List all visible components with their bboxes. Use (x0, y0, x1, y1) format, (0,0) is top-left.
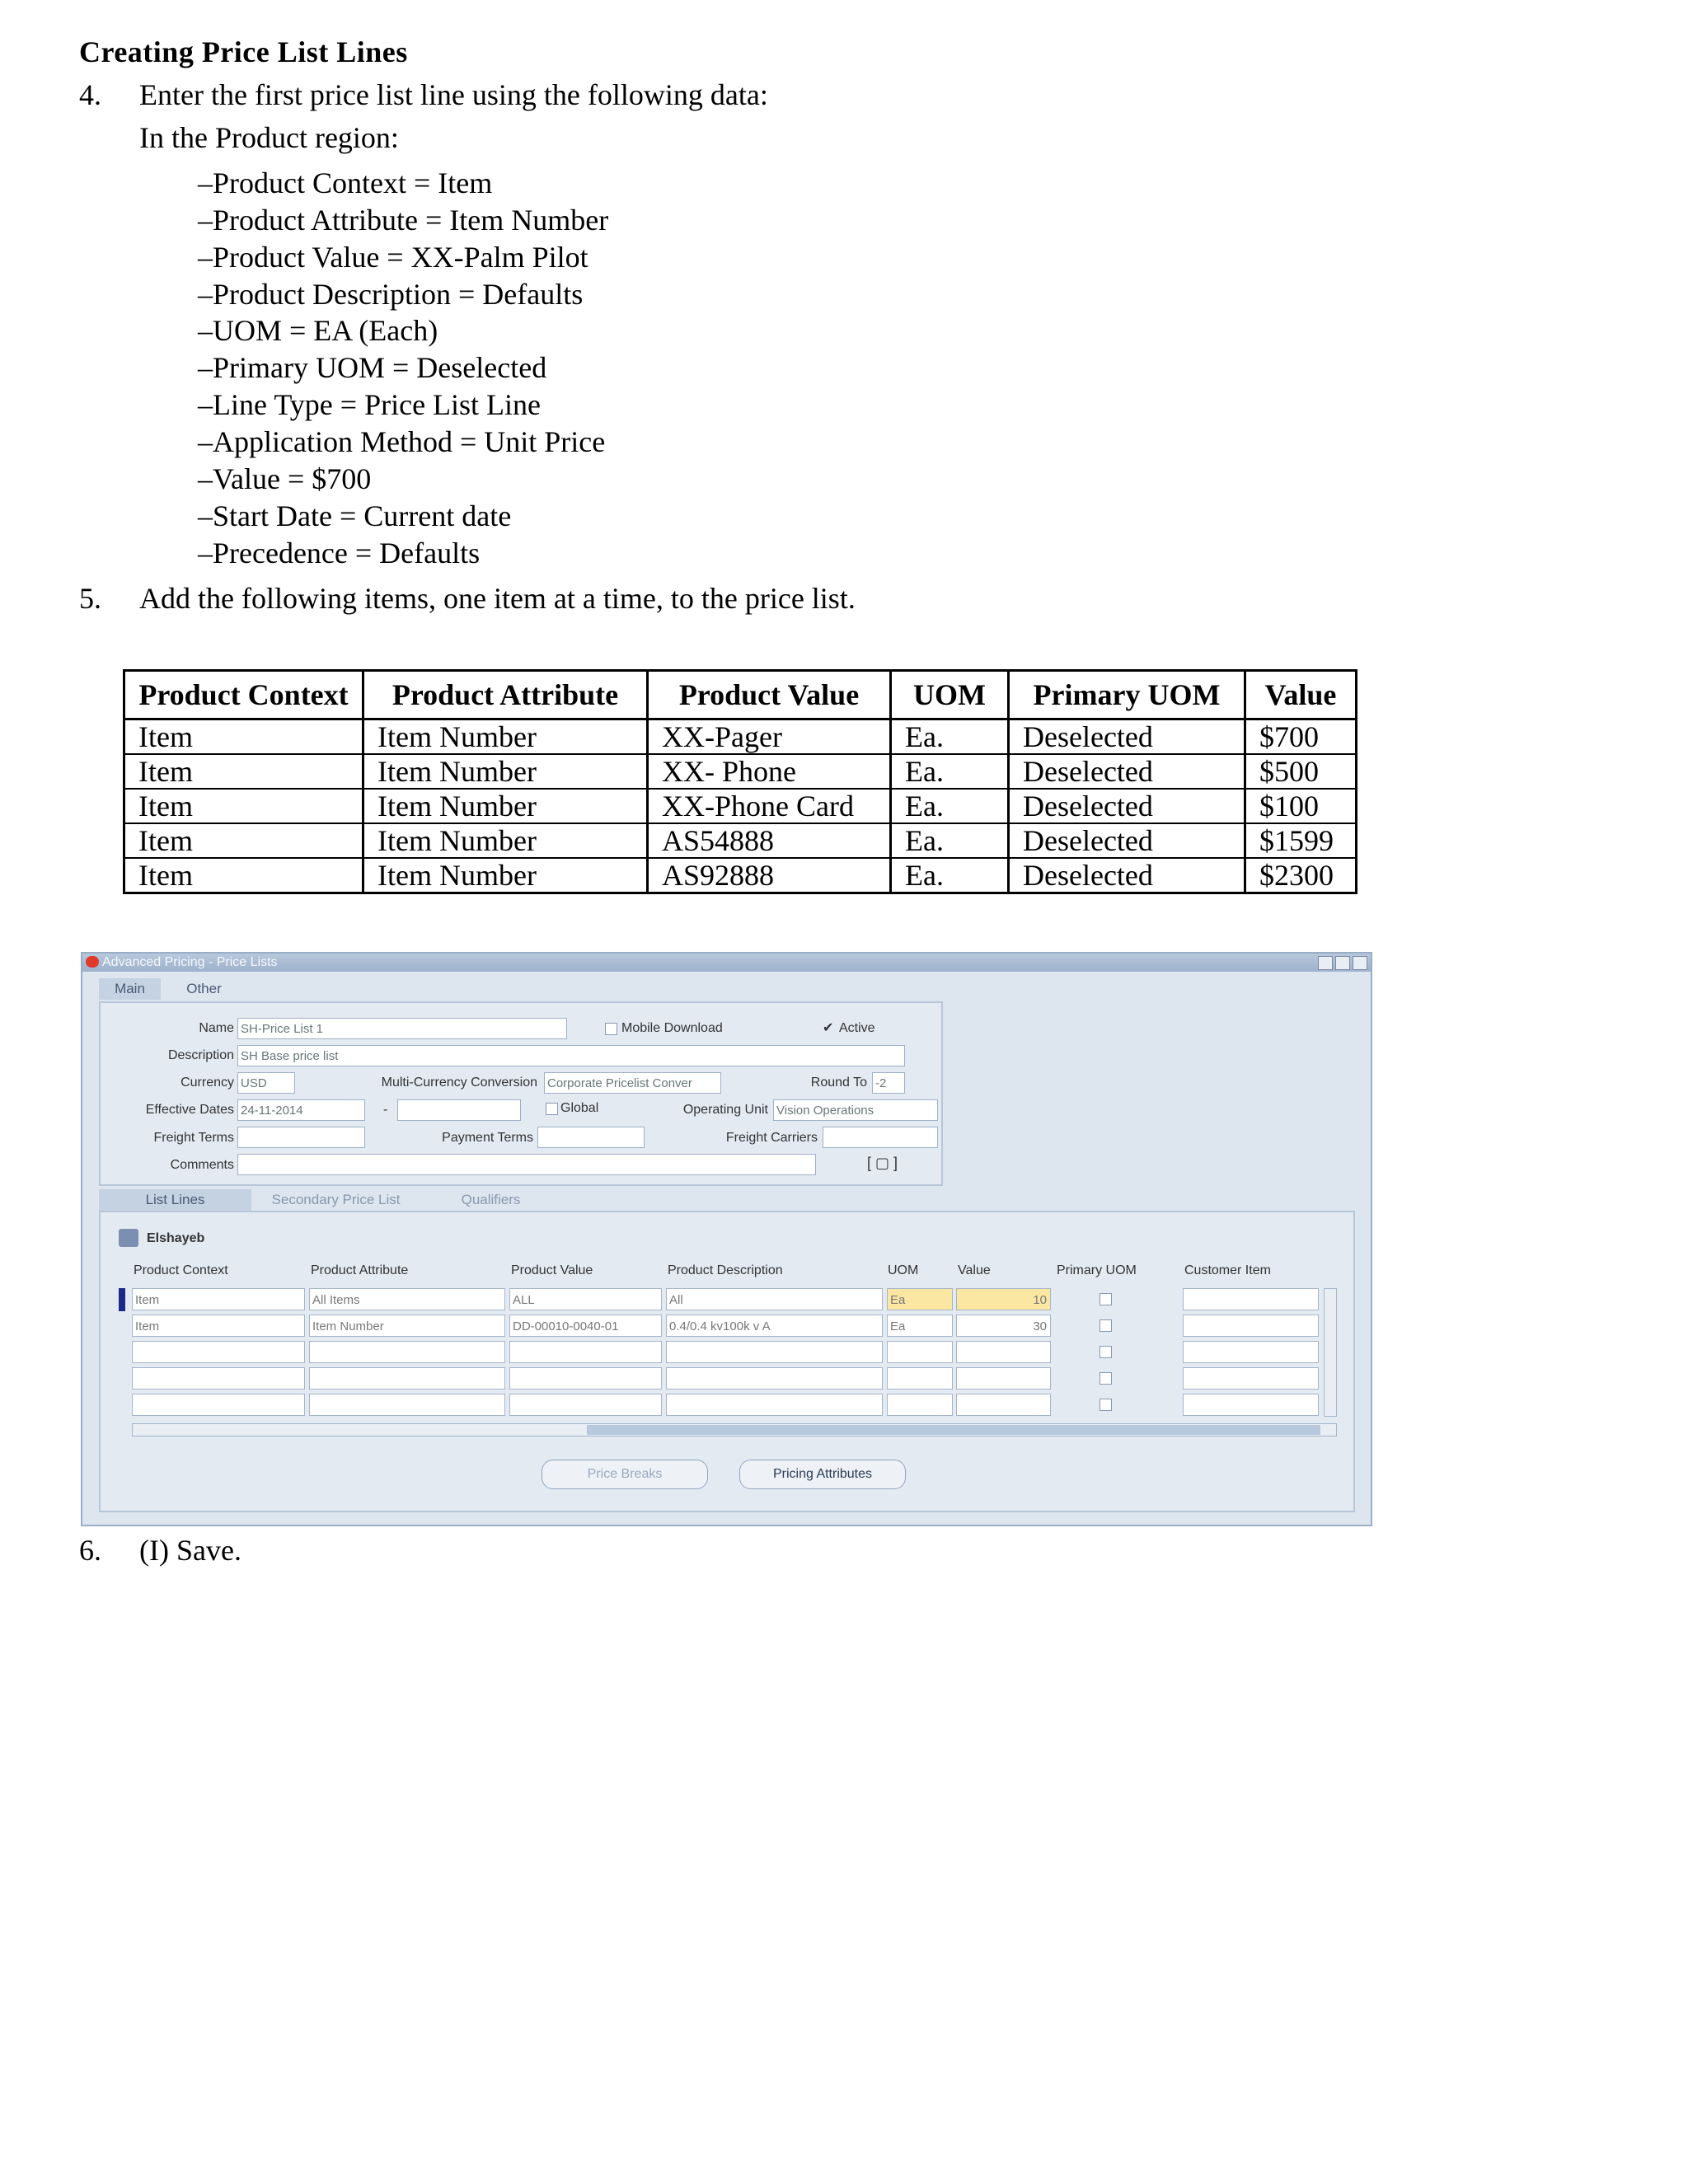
customer-item-cell[interactable] (1183, 1315, 1319, 1337)
oracle-logo-icon (86, 956, 99, 968)
table-cell: Ea. (891, 719, 1009, 755)
items-table (123, 669, 1357, 894)
table-cell: Item Number (363, 719, 648, 755)
empty-cell[interactable] (309, 1367, 505, 1390)
table-cell: Item (124, 754, 363, 789)
table-header-row (124, 671, 1357, 719)
description-label: Description (167, 1048, 234, 1062)
scrollbar-thumb[interactable] (587, 1425, 1320, 1435)
bullet-item: –Application Method = Unit Price (198, 425, 606, 458)
column-header: Customer Item (1184, 1263, 1271, 1277)
product-attribute-cell[interactable]: All Items (309, 1288, 505, 1310)
table-cell: Deselected (1009, 858, 1245, 893)
section-heading: Creating Price List Lines (79, 35, 408, 68)
table-cell: $1599 (1245, 823, 1357, 858)
column-header: Value (1245, 671, 1357, 719)
mobile-download-label: Mobile Download (621, 1021, 723, 1035)
column-header: Primary UOM (1057, 1263, 1137, 1277)
empty-cell[interactable] (1183, 1367, 1319, 1390)
tab-other[interactable]: Other (186, 981, 222, 996)
primary-uom-checkbox[interactable] (1100, 1319, 1112, 1332)
column-header: Product Context (124, 671, 363, 719)
name-field[interactable]: SH-Price List 1 (237, 1018, 567, 1039)
effective-date-to-field[interactable] (397, 1099, 521, 1121)
table-row (124, 719, 1357, 755)
empty-cell[interactable] (509, 1367, 662, 1390)
current-row-indicator (119, 1288, 125, 1311)
product-description-cell[interactable]: All (666, 1288, 883, 1310)
empty-cell[interactable] (132, 1341, 305, 1363)
empty-cell[interactable] (956, 1341, 1051, 1363)
operating-unit-field[interactable]: Vision Operations (773, 1099, 938, 1121)
table-cell: $100 (1245, 789, 1357, 823)
empty-cell[interactable] (309, 1394, 505, 1416)
table-cell: $500 (1245, 754, 1357, 789)
empty-cell[interactable] (309, 1341, 505, 1363)
lines-panel (99, 1211, 1355, 1512)
product-value-cell[interactable]: DD-00010-0040-01 (509, 1315, 662, 1337)
table-cell: Item (124, 823, 363, 858)
column-header: Product Description (668, 1263, 783, 1277)
product-attribute-cell[interactable]: Item Number (309, 1315, 505, 1337)
customer-item-cell[interactable] (1183, 1288, 1319, 1310)
freight-carriers-field[interactable] (823, 1127, 938, 1148)
table-cell: Item Number (363, 754, 648, 789)
description-field[interactable]: SH Base price list (237, 1045, 905, 1066)
table-row (124, 789, 1357, 823)
step-text: Enter the first price list line using the following data: (139, 78, 768, 111)
bullet-item: –Value = $700 (198, 462, 372, 495)
active-label: Active (839, 1021, 875, 1035)
maximize-icon[interactable] (1335, 956, 1350, 970)
bullet-item: –Precedence = Defaults (198, 537, 481, 569)
table-cell: Item Number (363, 823, 648, 858)
mobile-download-checkbox[interactable] (605, 1023, 617, 1035)
window-controls (1315, 956, 1367, 974)
comments-field[interactable] (237, 1154, 816, 1175)
empty-cell[interactable] (956, 1394, 1051, 1416)
empty-cell[interactable] (666, 1394, 883, 1416)
currency-label: Currency (181, 1076, 234, 1090)
column-header: Product Attribute (311, 1263, 409, 1277)
table-cell: AS54888 (648, 823, 891, 858)
step-text: (I) Save. (139, 1534, 241, 1567)
global-label: Global (560, 1101, 599, 1115)
table-cell: Deselected (1009, 754, 1245, 789)
empty-cell[interactable] (666, 1367, 883, 1390)
round-to-field[interactable]: -2 (872, 1072, 905, 1094)
vertical-scrollbar[interactable] (1324, 1288, 1337, 1417)
step-text: Add the following items, one item at a time, to the price list. (139, 582, 856, 615)
tab-qualifiers[interactable]: Qualifiers (461, 1192, 521, 1207)
tab-list-lines[interactable]: List Lines (99, 1189, 251, 1211)
empty-cell[interactable] (1183, 1394, 1319, 1416)
empty-cell[interactable] (132, 1394, 305, 1416)
multi-currency-label: Multi-Currency Conversion (381, 1076, 537, 1090)
primary-uom-checkbox[interactable] (1100, 1399, 1112, 1411)
freight-terms-field[interactable] (237, 1127, 365, 1148)
payment-terms-field[interactable] (537, 1127, 645, 1148)
product-context-cell[interactable]: Item (132, 1288, 305, 1310)
window-titlebar (82, 954, 1371, 972)
table-row (124, 754, 1357, 789)
price-breaks-button[interactable]: Price Breaks (542, 1460, 708, 1489)
primary-uom-checkbox[interactable] (1100, 1346, 1112, 1358)
header-panel (99, 1001, 943, 1186)
step-number: 4. (79, 78, 101, 111)
bullet-item: –Line Type = Price List Line (198, 388, 542, 421)
column-header: UOM (888, 1263, 919, 1277)
name-label: Name (199, 1021, 234, 1035)
product-context-cell[interactable]: Item (132, 1315, 305, 1337)
currency-field[interactable]: USD (237, 1072, 295, 1094)
table-cell: Deselected (1009, 789, 1245, 823)
step-number: 6. (79, 1534, 101, 1567)
multi-currency-field[interactable]: Corporate Pricelist Conver (544, 1072, 721, 1094)
comments-label: Comments (170, 1158, 234, 1172)
empty-cell[interactable] (666, 1341, 883, 1363)
value-cell[interactable]: 10 (956, 1288, 1051, 1310)
folder-label: Elshayeb (147, 1231, 205, 1245)
bullet-item: –Product Description = Defaults (198, 278, 584, 311)
uom-cell[interactable]: Ea (887, 1315, 953, 1337)
bullet-item: –Product Value = XX-Palm Pilot (198, 241, 588, 274)
empty-cell[interactable] (956, 1367, 1051, 1390)
uom-cell[interactable]: Ea (887, 1288, 953, 1310)
column-header: Primary UOM (1009, 671, 1245, 719)
window-title: Advanced Pricing - Price Lists (102, 955, 278, 969)
column-header: Product Value (511, 1263, 593, 1277)
round-to-label: Round To (810, 1076, 867, 1090)
payment-terms-label: Payment Terms (442, 1131, 533, 1145)
table-cell: Item Number (363, 789, 648, 823)
column-header: Product Context (134, 1263, 228, 1277)
table-cell: $700 (1245, 719, 1357, 755)
price-list-form-screenshot (81, 952, 1372, 1526)
folder-icon[interactable] (119, 1229, 138, 1247)
effective-date-from-field[interactable]: 24-11-2014 (237, 1099, 365, 1121)
primary-uom-checkbox[interactable] (1100, 1372, 1112, 1385)
active-check-icon[interactable]: ✔ (823, 1021, 834, 1035)
freight-terms-label: Freight Terms (153, 1131, 234, 1145)
close-icon[interactable] (1353, 956, 1367, 970)
table-cell: $2300 (1245, 858, 1357, 893)
bullet-item: –Product Attribute = Item Number (198, 204, 609, 237)
primary-uom-checkbox[interactable] (1100, 1293, 1112, 1305)
column-header: Value (958, 1263, 991, 1277)
bullet-item: –Product Context = Item (198, 166, 493, 199)
global-checkbox[interactable] (546, 1103, 558, 1115)
minimize-icon[interactable] (1318, 956, 1333, 970)
step-number: 5. (79, 582, 101, 615)
freight-carriers-label: Freight Carriers (725, 1131, 818, 1145)
table-cell: Item (124, 789, 363, 823)
bullet-item: –Primary UOM = Deselected (198, 351, 547, 384)
table-cell: Ea. (891, 754, 1009, 789)
table-cell: Deselected (1009, 823, 1245, 858)
bullet-item: –UOM = EA (Each) (198, 314, 438, 347)
table-cell: XX-Phone Card (648, 789, 891, 823)
empty-cell[interactable] (887, 1367, 953, 1390)
empty-cell[interactable] (1183, 1341, 1319, 1363)
column-header: UOM (891, 671, 1009, 719)
bullet-item: –Start Date = Current date (198, 499, 512, 532)
tab-secondary-price-list[interactable]: Secondary Price List (271, 1192, 401, 1207)
empty-cell[interactable] (132, 1367, 305, 1390)
table-cell: Item (124, 858, 363, 893)
value-cell[interactable]: 30 (956, 1315, 1051, 1337)
table-row (124, 823, 1357, 858)
table-cell: Item Number (363, 858, 648, 893)
table-cell: Ea. (891, 789, 1009, 823)
table-cell: AS92888 (648, 858, 891, 893)
step-4-sub: In the Product region: (139, 121, 399, 154)
empty-cell[interactable] (887, 1341, 953, 1363)
table-cell: Item (124, 719, 363, 755)
empty-cell[interactable] (509, 1341, 662, 1363)
table-row (124, 858, 1357, 893)
table-cell: XX-Pager (648, 719, 891, 755)
tab-main[interactable]: Main (99, 978, 161, 1000)
table-cell: XX- Phone (648, 754, 891, 789)
table-cell: Ea. (891, 823, 1009, 858)
empty-cell[interactable] (887, 1394, 953, 1416)
column-header: Product Value (648, 671, 891, 719)
date-separator: - (383, 1103, 388, 1117)
flexfield-icon[interactable]: [ ▢ ] (867, 1155, 898, 1171)
table-cell: Deselected (1009, 719, 1245, 755)
product-description-cell[interactable]: 0.4/0.4 kv100k v A (666, 1315, 883, 1337)
pricing-attributes-button[interactable]: Pricing Attributes (739, 1460, 906, 1489)
effective-dates-label: Effective Dates (145, 1103, 234, 1117)
column-header: Product Attribute (363, 671, 648, 719)
operating-unit-label: Operating Unit (682, 1103, 768, 1117)
table-cell: Ea. (891, 858, 1009, 893)
product-value-cell[interactable]: ALL (509, 1288, 662, 1310)
empty-cell[interactable] (509, 1394, 662, 1416)
